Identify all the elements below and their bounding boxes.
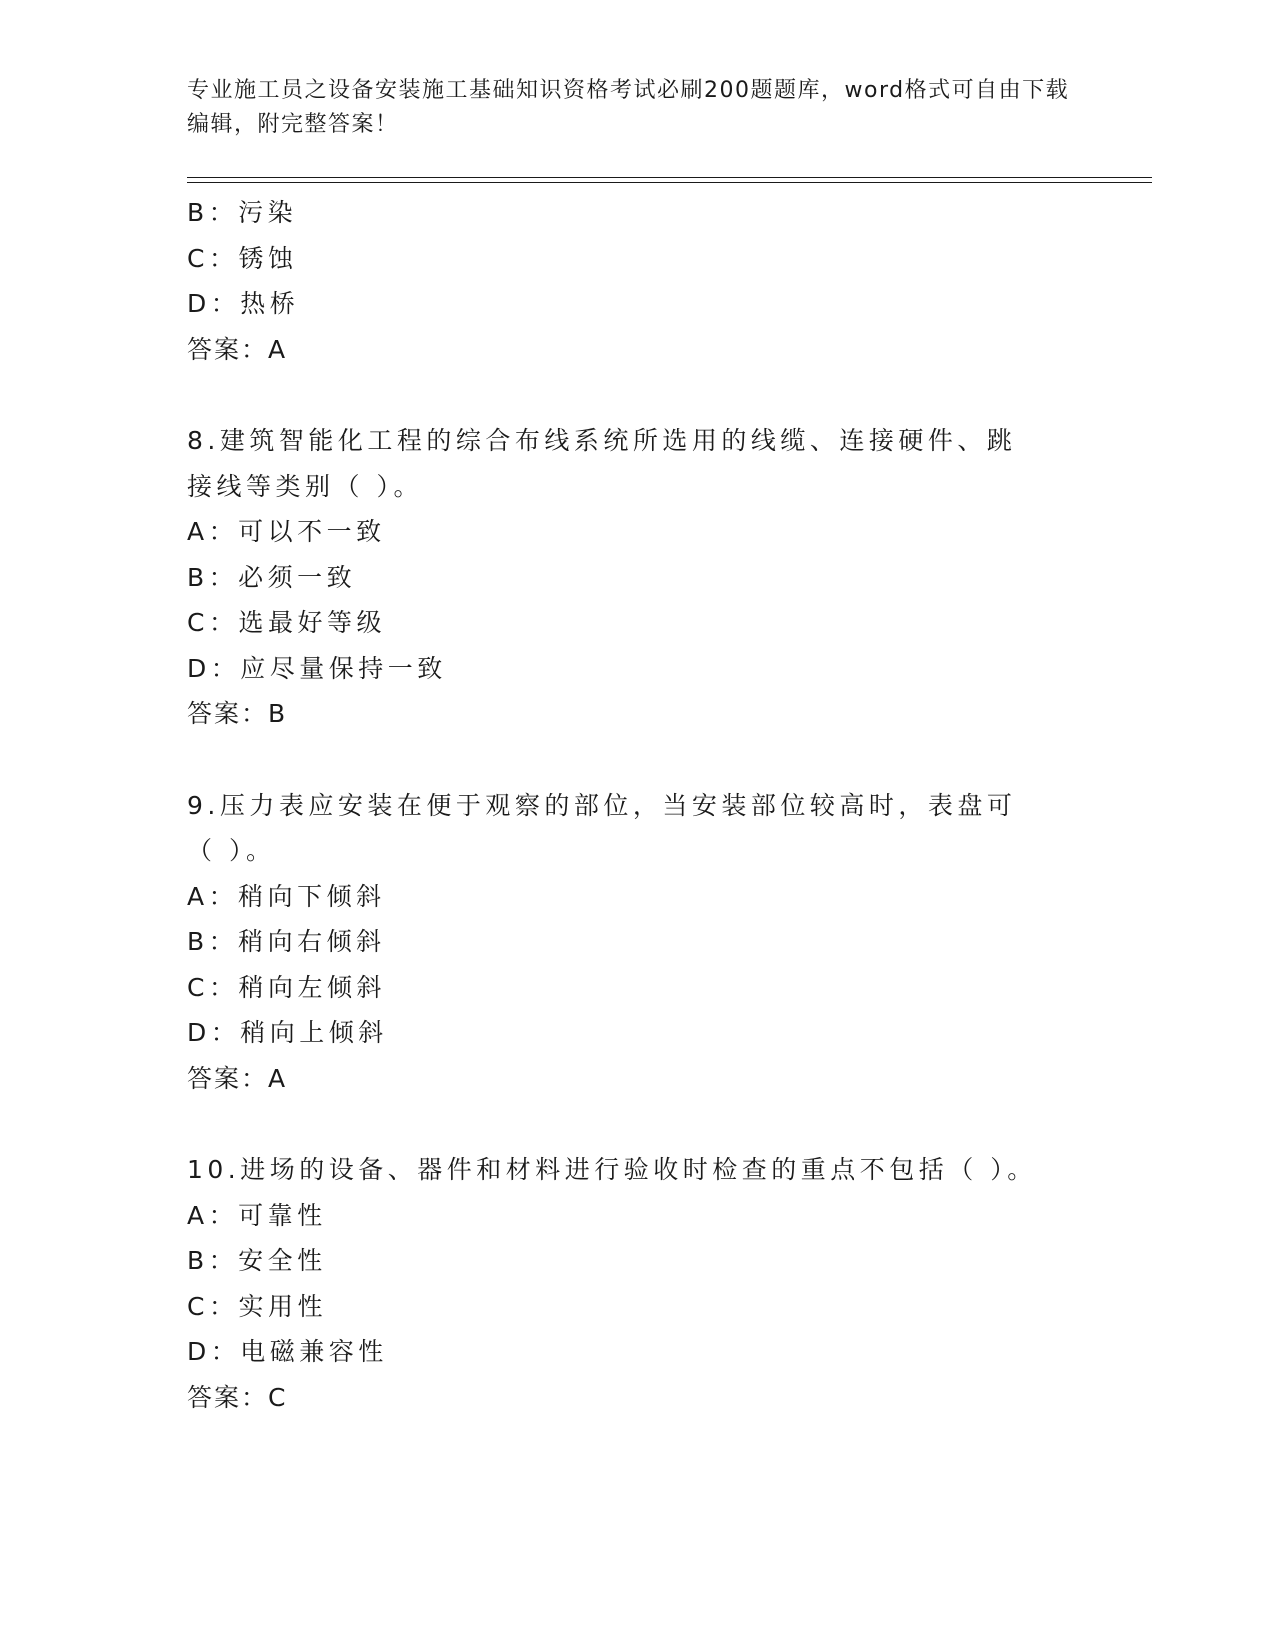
carryover-question [187, 190, 1087, 372]
question-list [187, 190, 1087, 1420]
option-b: B：污染 [187, 198, 298, 227]
option-c: C：实用性 [187, 1291, 327, 1321]
question-item [187, 418, 1087, 737]
option-b: B：必须一致 [187, 562, 357, 592]
question-item [187, 1147, 1087, 1420]
option-b: B：安全性 [187, 1246, 327, 1275]
option-d: D：电磁兼容性 [187, 1337, 388, 1366]
option-b: B：稍向右倾斜 [187, 927, 386, 956]
question-stem: 10.进场的设备、器件和材料进行验收时检查的重点不包括（ ）。 [187, 1155, 1037, 1184]
header-divider-bottom [187, 182, 1152, 183]
option-c: C：选最好等级 [187, 608, 386, 637]
header-divider-top [187, 177, 1152, 178]
option-d: D：稍向上倾斜 [187, 1018, 388, 1047]
option-d: D：热桥 [187, 289, 300, 318]
answer-line: 答案：A [187, 1063, 288, 1093]
option-d: D：应尽量保持一致 [187, 653, 447, 683]
answer-line: 答案：C [187, 1382, 288, 1412]
question-stem: 9.压力表应安装在便于观察的部位，当安装部位较高时，表盘可（ ）。 [187, 790, 1017, 865]
option-c: C：稍向左倾斜 [187, 972, 386, 1002]
option-a: A：稍向下倾斜 [187, 881, 386, 911]
option-c: C：锈蚀 [187, 243, 298, 273]
question-stem: 8.建筑智能化工程的综合布线系统所选用的线缆、连接硬件、跳接线等类别（ ）。 [187, 426, 1017, 501]
option-a: A：可以不一致 [187, 517, 386, 546]
question-item [187, 783, 1087, 1102]
answer-line: 答案：B [187, 699, 288, 728]
option-a: A：可靠性 [187, 1200, 327, 1230]
answer-line: 答案：A [187, 334, 288, 364]
document-header: 专业施工员之设备安装施工基础知识资格考试必刷200题题库，word格式可自由下载编辑，附完整答案！ [187, 78, 1070, 137]
